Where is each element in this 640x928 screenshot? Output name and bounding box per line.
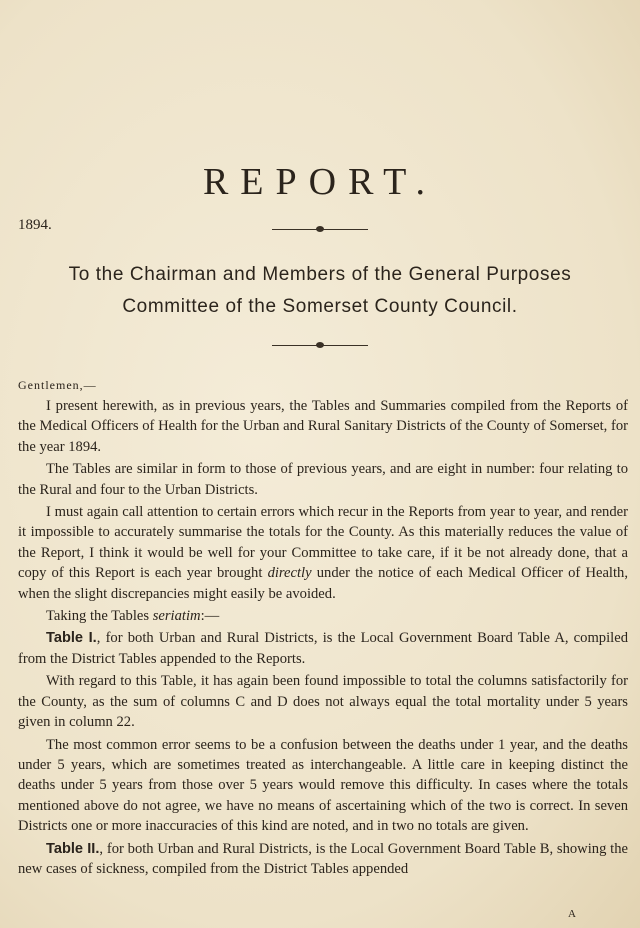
table-heading: Table I.: [46, 630, 97, 647]
text-run: :—: [200, 608, 220, 625]
paragraph: [18, 606, 628, 626]
paragraph: [18, 839, 628, 880]
paragraph: With regard to this Table, it has again been found impossible to total the columns satisfactorily for the County, as the sum of columns C and D does not always equal the total mortality under 5 years given in column 22.: [18, 673, 628, 731]
paragraph: [18, 502, 628, 604]
table-heading: Table II.: [46, 840, 100, 857]
paragraph: [18, 628, 628, 669]
address-line-2: Committee of the Somerset County Council.: [122, 296, 518, 317]
salutation: Gentlemen,—: [18, 378, 97, 392]
rule-ornament-icon: [316, 226, 324, 232]
report-body: [18, 396, 628, 881]
report-year: 1894.: [18, 217, 52, 233]
signature-mark: A: [568, 908, 576, 920]
emphasis-text: directly: [267, 565, 312, 582]
text-run: I must again call attention to certain errors which recur in the Reports from year to year, and render it impossible to accurately summarise the totals for the County. As this materially reduces the value of the Report, I think it would be well for your Committee to take care, if it be not already done, that a copy of this Report is each year brought: [18, 504, 628, 582]
paragraph: I present herewith, as in previous years, the Tables and Summaries compiled from the Reports of the Medical Officers of Health for the Urban and Rural Sanitary Districts of the County of Somerset, for the year 1894.: [18, 398, 628, 455]
text-run: , for both Urban and Rural Districts, is the Local Government Board Table B, showing the new cases of sickness, compiled from the District Tables appended: [18, 840, 628, 877]
ornamental-rule-bottom: [272, 345, 368, 346]
report-title: REPORT.: [202, 161, 438, 203]
rule-ornament-icon: [316, 342, 324, 348]
address-line-1: To the Chairman and Members of the General Purposes: [68, 264, 572, 285]
text-run: Taking the Tables: [46, 608, 153, 625]
text-run: , for both Urban and Rural Districts, is the Local Government Board Table A, compiled from the District Tables appended to the Reports.: [18, 630, 628, 667]
emphasis-text: seriatim: [152, 608, 201, 625]
ornamental-rule-top: [272, 229, 368, 230]
paragraph: The most common error seems to be a confusion between the deaths under 1 year, and the deaths under 5 years, which are sometimes treated as interchangeable. A little care in keeping distinct the deaths under 5 years from those over 5 years would remove this difficulty. In cases where the totals mentioned above do not agree, we have no means of ascertaining which of the two is correct. In seven Districts one or more inaccuracies of this kind are noted, and in two no totals are given.: [18, 736, 628, 835]
text-run: under the notice of each Medical Officer of Health, when the slight discrepancies might easily be avoided.: [18, 565, 628, 602]
paragraph: The Tables are similar in form to those of previous years, and are eight in number: four relating to the Rural and four to the Urban Districts.: [18, 461, 628, 498]
